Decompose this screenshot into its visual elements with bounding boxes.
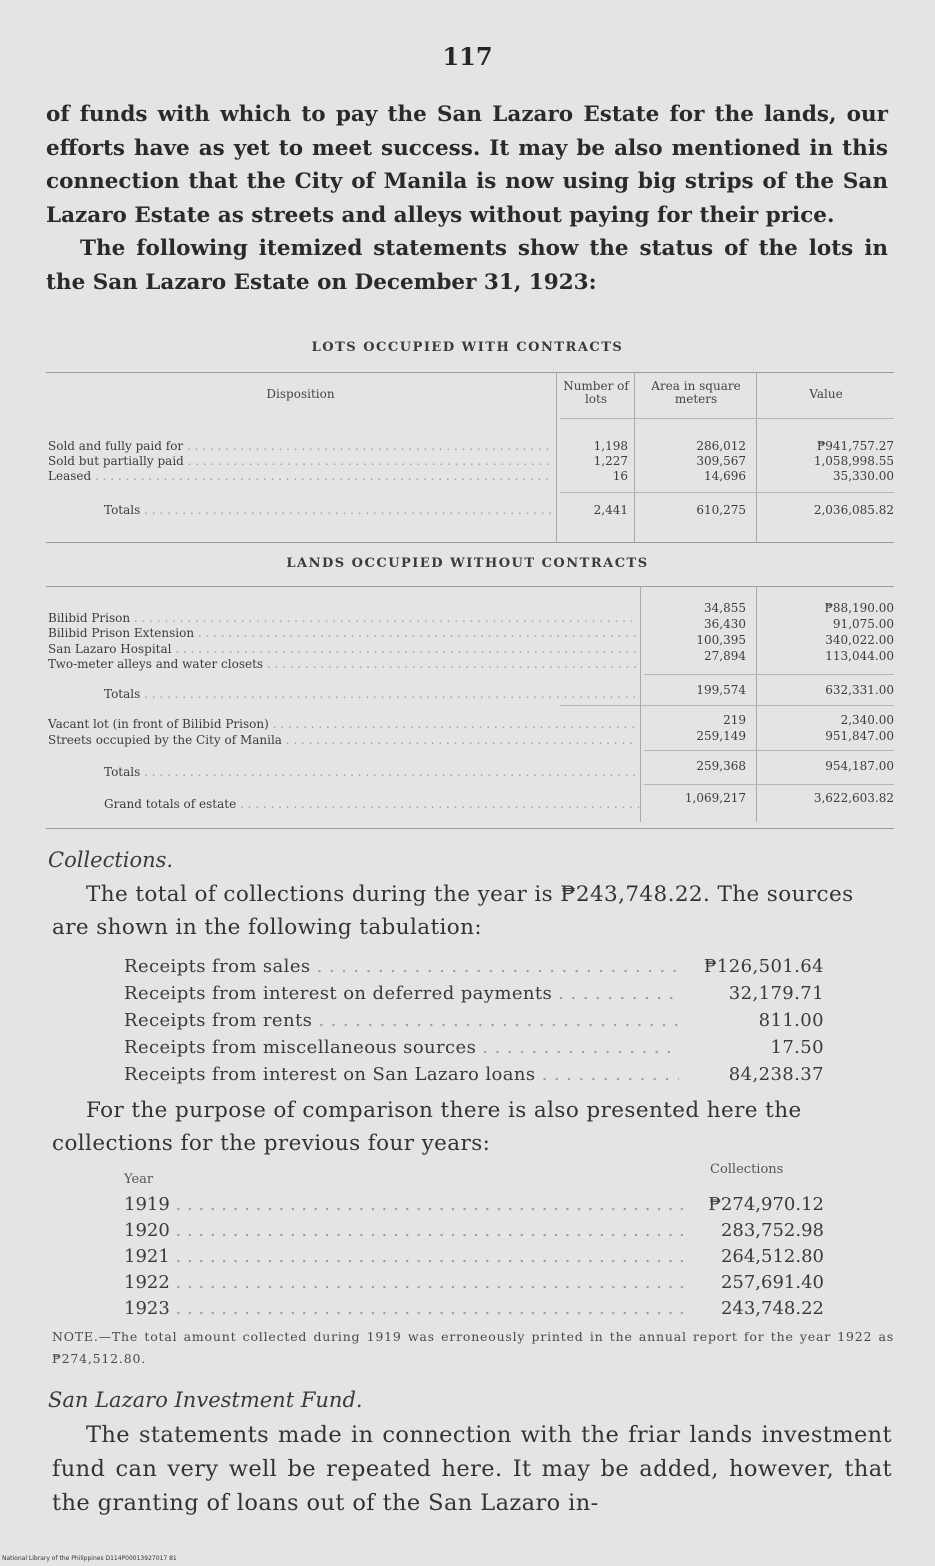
table1-divider-3 — [756, 372, 757, 542]
item-value: 84,238.37 — [728, 1064, 824, 1085]
row-lots: 1,227 — [593, 454, 628, 468]
row-label: Streets occupied by the City of Manila . . . — [48, 734, 638, 748]
intro-text — [46, 98, 888, 299]
row-label: Vacant lot (in front of Bilibid Prison) . . . — [48, 718, 638, 732]
totals-area: 199,574 — [696, 683, 746, 697]
table1-top-rule — [46, 372, 894, 373]
year-label: 1923 . . . — [124, 1298, 684, 1319]
table2-sum-rule-1 — [644, 674, 894, 675]
list-item — [124, 1037, 824, 1063]
header-disposition: Disposition — [266, 387, 335, 401]
row-value: ₱941,757.27 — [816, 439, 894, 453]
row-area: 309,567 — [696, 454, 746, 468]
table2-bottom-rule — [46, 828, 894, 829]
row-area: 14,696 — [704, 469, 746, 483]
intro-paragraph-2: The following itemized statements show the status of the lots in the San Lazaro Estate on December 31, 1923: — [46, 236, 888, 295]
row-lots: 16 — [612, 469, 628, 483]
collections-intro — [52, 878, 894, 944]
header-area: Area in square meters — [651, 379, 741, 406]
year-row — [124, 1298, 824, 1324]
table1-divider-2 — [634, 372, 635, 542]
item-value: 811.00 — [758, 1010, 824, 1031]
row-area: 36,430 — [704, 617, 746, 631]
row-label: Leased . . . — [48, 470, 553, 484]
year-column-header: Year — [124, 1172, 154, 1187]
table2-sum-rule-2 — [560, 705, 894, 706]
year-row — [124, 1272, 824, 1298]
table2-top-rule — [46, 586, 894, 587]
totals-area: 610,275 — [696, 503, 746, 517]
table1-header-rule — [560, 418, 894, 419]
row-area: 27,894 — [704, 649, 746, 663]
investment-text — [52, 1418, 892, 1520]
item-label: Receipts from sales . . . — [124, 956, 679, 977]
year-label: 1921 . . . — [124, 1246, 684, 1267]
grand-label: Grand totals of estate . . . — [104, 798, 639, 812]
item-value: 17.50 — [770, 1037, 824, 1058]
list-item — [124, 956, 824, 982]
list-item — [124, 1010, 824, 1036]
item-label: Receipts from interest on San Lazaro loans . . . — [124, 1064, 679, 1085]
intro-paragraph-1: of funds with which to pay the San Lazaro Estate for the lands, our efforts have as yet to meet success. It may be also mentioned in this connection that the City of Manila is now using big strips of the San Lazaro Estate as streets and alleys without paying for their price. — [46, 102, 888, 228]
grand-value: 3,622,603.82 — [813, 791, 894, 805]
year-row — [124, 1194, 824, 1220]
table1-divider-1 — [556, 372, 557, 542]
row-label: Sold but partially paid . . . — [48, 455, 553, 469]
list-item — [124, 983, 824, 1009]
row-area: 100,395 — [696, 633, 746, 647]
row-label: San Lazaro Hospital . . . — [48, 643, 638, 657]
row-value: 35,330.00 — [832, 469, 894, 483]
list-item — [124, 1064, 824, 1090]
collections-intro-text: The total of collections during the year is ₱243,748.22. The sources are shown in the following tabulation: — [52, 882, 854, 940]
footer-credit: National Library of the Philippines D114P00013927017 81 — [2, 1555, 177, 1562]
item-label: Receipts from interest on deferred payments . . . — [124, 983, 679, 1004]
row-value: 1,058,998.55 — [813, 454, 894, 468]
row-area: 259,149 — [696, 729, 746, 743]
row-label: Bilibid Prison . . . — [48, 612, 638, 626]
comparison-intro — [52, 1094, 894, 1160]
row-area: 286,012 — [696, 439, 746, 453]
table2-title: LANDS OCCUPIED WITHOUT CONTRACTS — [286, 556, 649, 571]
row-label: Sold and fully paid for . . . — [48, 440, 553, 454]
row-label: Bilibid Prison Extension . . . — [48, 627, 638, 641]
row-value: 951,847.00 — [825, 729, 894, 743]
year-label: 1919 . . . — [124, 1194, 684, 1215]
year-label: 1922 . . . — [124, 1272, 684, 1293]
year-label: 1920 . . . — [124, 1220, 684, 1241]
header-value: Value — [809, 387, 843, 401]
page-number: 117 — [442, 42, 493, 71]
row-area: 219 — [723, 713, 746, 727]
year-value: 243,748.22 — [720, 1298, 824, 1319]
year-value: 283,752.98 — [720, 1220, 824, 1241]
year-value: ₱274,970.12 — [708, 1194, 824, 1215]
totals-value: 954,187.00 — [825, 759, 894, 773]
table1-title: LOTS OCCUPIED WITH CONTRACTS — [311, 340, 624, 355]
year-row — [124, 1246, 824, 1272]
totals-area: 259,368 — [696, 759, 746, 773]
table2-divider-2 — [756, 586, 757, 822]
collections-column-header: Collections — [710, 1162, 784, 1177]
item-value: 32,179.71 — [728, 983, 824, 1004]
totals-lots: 2,441 — [593, 503, 628, 517]
table1-sum-rule — [560, 492, 894, 493]
totals-value: 632,331.00 — [825, 683, 894, 697]
totals-label: Totals . . . — [104, 504, 554, 518]
row-area: 34,855 — [704, 601, 746, 615]
item-label: Receipts from miscellaneous sources . . . — [124, 1037, 679, 1058]
investment-heading: San Lazaro Investment Fund. — [48, 1388, 363, 1412]
year-value: 264,512.80 — [720, 1246, 824, 1267]
row-lots: 1,198 — [593, 439, 628, 453]
table2-sum-rule-4 — [644, 784, 894, 785]
collections-heading: Collections. — [48, 848, 174, 872]
header-lots: Number of lots — [563, 379, 629, 406]
investment-paragraph: The statements made in connection with the friar lands investment fund can very well be repeated here. It may be added, however, that the granting of loans out of the San Lazaro in- — [52, 1422, 892, 1516]
year-row — [124, 1220, 824, 1246]
table1-bottom-rule — [46, 542, 894, 543]
row-label: Two-meter alleys and water closets . . . — [48, 658, 638, 672]
totals-label: Totals . . . — [104, 766, 639, 780]
row-value: ₱88,190.00 — [824, 601, 894, 615]
collections-note: NOTE.—The total amount collected during 1919 was erroneously printed in the annual report for the year 1922 as ₱274,512.80. — [52, 1329, 894, 1366]
year-value: 257,691.40 — [720, 1272, 824, 1293]
comparison-intro-text: For the purpose of comparison there is also presented here the collections for the previous four years: — [52, 1098, 802, 1156]
row-value: 91,075.00 — [832, 617, 894, 631]
totals-label: Totals . . . — [104, 688, 639, 702]
item-value: ₱126,501.64 — [703, 956, 824, 977]
row-value: 113,044.00 — [825, 649, 894, 663]
item-label: Receipts from rents . . . — [124, 1010, 679, 1031]
grand-area: 1,069,217 — [684, 791, 746, 805]
table2-sum-rule-3 — [644, 750, 894, 751]
totals-value: 2,036,085.82 — [813, 503, 894, 517]
row-value: 2,340.00 — [840, 713, 894, 727]
table2-divider-1 — [640, 586, 641, 822]
row-value: 340,022.00 — [825, 633, 894, 647]
